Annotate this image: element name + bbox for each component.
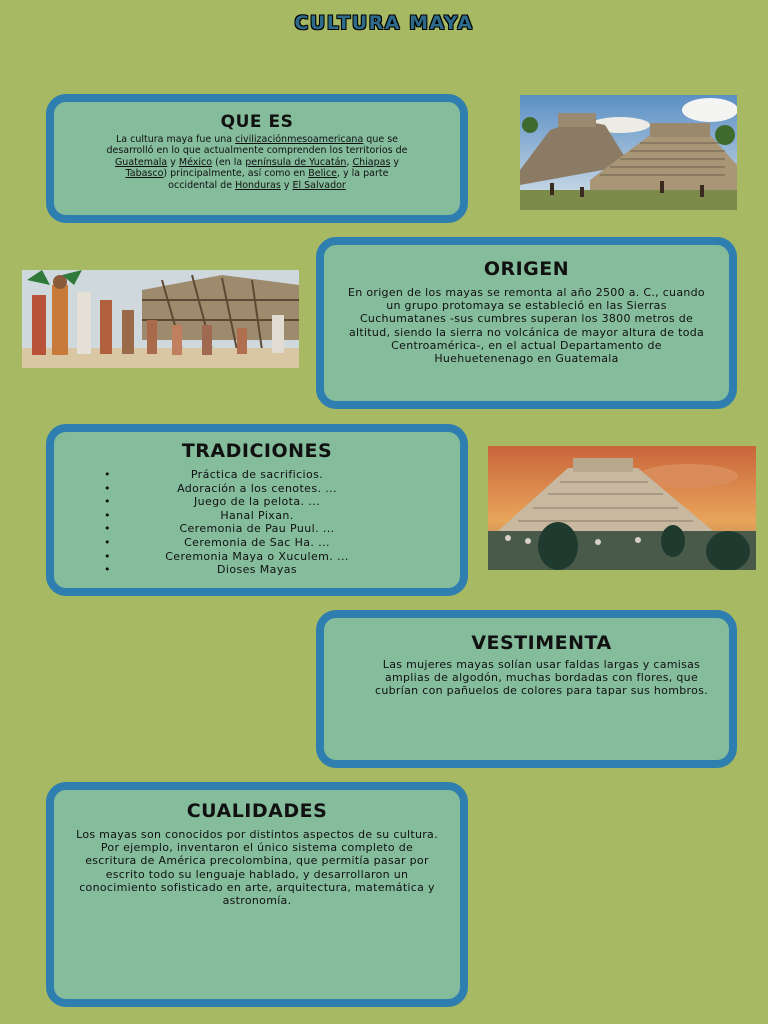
tradiciones-list — [74, 468, 440, 577]
list-item: • Ceremonia de Pau Puul. ... — [74, 522, 440, 536]
link-tabasco[interactable]: Tabasco — [125, 168, 164, 180]
vestimenta-heading: VESTIMENTA — [471, 632, 612, 654]
vestimenta-text: Las mujeres mayas solían usar faldas largas y camisas amplias de algodón, muchas bordadas con flores, que cubrían con pañuelos de colores para tapar sus hombros. — [375, 658, 708, 698]
tradiciones-card — [46, 424, 468, 596]
cualidades-card — [46, 782, 468, 1007]
origen-heading: ORIGEN — [483, 258, 570, 280]
list-item: • Dioses Mayas — [74, 563, 440, 577]
link-chiapas[interactable]: Chiapas — [352, 156, 391, 168]
que-es-card — [46, 94, 468, 223]
link-civilizacion[interactable]: civilizaciónmesoamericana — [235, 134, 364, 145]
maya-people-illustration — [22, 270, 299, 368]
link-guatemala[interactable]: Guatemala — [114, 156, 168, 168]
cualidades-heading: CUALIDADES — [186, 800, 328, 822]
link-honduras[interactable]: Honduras — [235, 179, 281, 191]
list-item: • Ceremonia de Sac Ha. ... — [74, 536, 440, 550]
pyramid-sunset-photo — [488, 446, 756, 570]
list-item: • Adoración a los cenotes. ... — [74, 482, 440, 496]
list-item: • Juego de la pelota. ... — [74, 495, 440, 509]
que-es-text: La cultura maya fue una civilizaciónmesoamericana que se desarrolló en lo que actualmente comprenden los territorios de Guatemala y México (en la península de Yucatán, Chiapas y Tabasco) principalmente, así como en Belice, y la parte occidental de Honduras y El Salvador — [106, 134, 408, 191]
tradiciones-heading: TRADICIONES — [181, 440, 333, 462]
link-peninsula-yucatan[interactable]: península de Yucatán — [245, 156, 347, 168]
cualidades-text: Los mayas son conocidos por distintos aspectos de su cultura. Por ejemplo, inventaron el único sistema completo de escritura de América precolombina, que permitía pasar por escrito todo su lenguaje hablado, y desarrollaron un conocimiento sofisticado en arte, arquitectura, matemática y astronomía. — [76, 828, 438, 908]
origen-card — [316, 237, 737, 409]
page-title: CULTURA MAYA — [294, 12, 474, 34]
origen-text: En origen de los mayas se remonta al año 2500 a. C., cuando un grupo protomaya se estableció en las Sierras Cuchumatanes -sus cumbres superan los 3800 metros de altitud, siendo la sierra no volcánica de mayor altura de toda Centroamérica-, en el actual Departamento de Huehuetenenago en Guatemala — [348, 286, 705, 366]
list-item: • Ceremonia Maya o Xuculem. ... — [74, 550, 440, 564]
list-item: • Hanal Pixan. — [74, 509, 440, 523]
link-el-salvador[interactable]: El Salvador — [292, 179, 346, 191]
list-item: • Práctica de sacrificios. — [74, 468, 440, 482]
que-es-heading: QUE ES — [220, 112, 294, 132]
vestimenta-card — [316, 610, 737, 768]
link-belice[interactable]: Belice — [308, 168, 337, 180]
link-mexico[interactable]: México — [178, 156, 213, 168]
pyramid-photo — [520, 95, 737, 210]
